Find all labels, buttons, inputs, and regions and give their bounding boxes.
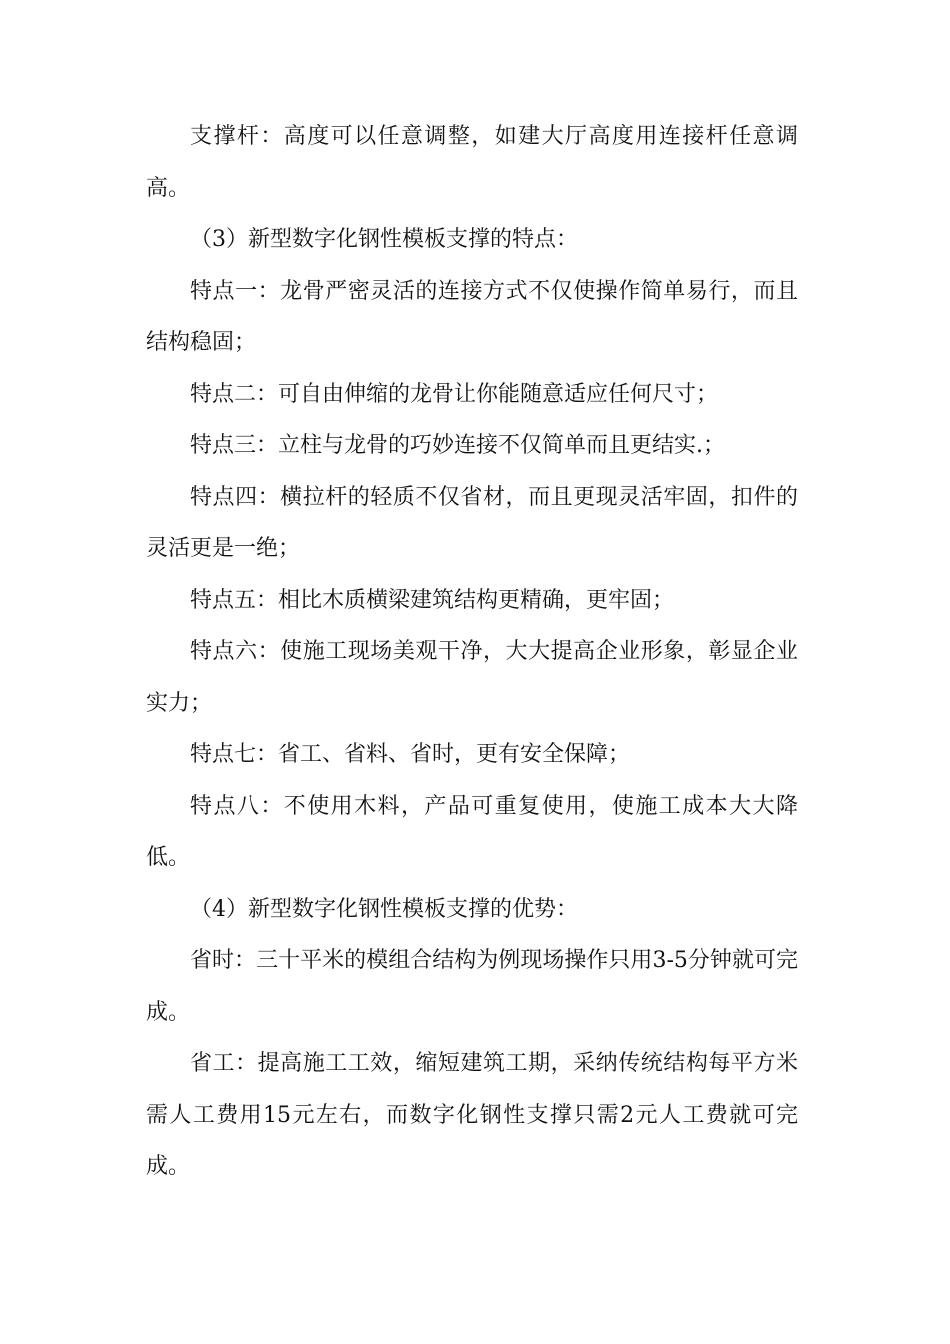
paragraph-support-rod: 支撑杆：高度可以任意调整，如建大厅高度用连接杆任意调高。 [146,124,798,201]
paragraph-saves-time: 省时：三十平米的模组合结构为例现场操作只用3-5分钟就可完成。 [146,948,798,1025]
section-heading-advantages: （4）新型数字化钢性模板支撑的优势： [190,896,578,922]
paragraph-feature-4: 特点四：横拉杆的轻质不仅省材，而且更现灵活牢固，扣件的灵活更是一绝； [146,484,798,561]
paragraph-feature-5: 特点五：相比木质横梁建筑结构更精确，更牢固； [190,587,675,613]
paragraph-feature-3: 特点三：立柱与龙骨的巧妙连接不仅简单而且更结实.； [190,433,725,458]
paragraph-feature-6: 特点六：使施工现场美观干净，大大提高企业形象，彰显企业实力； [146,639,798,716]
document-body [146,111,798,1193]
paragraph-feature-8: 特点八：不使用木料，产品可重复使用，使施工成本大大降低。 [146,793,798,870]
paragraph-saves-labor: 省工：提高施工工效，缩短建筑工期，采纳传统结构每平方米需人工费用15元左右，而数字化钢性支撑只需2元人工费就可完成。 [146,1051,798,1179]
paragraph-feature-1: 特点一：龙骨严密灵活的连接方式不仅使操作简单易行，而且结构稳固； [146,278,798,355]
section-heading-features: （3）新型数字化钢性模板支撑的特点： [190,227,578,252]
paragraph-feature-7: 特点七：省工、省料、省时，更有安全保障； [190,742,631,767]
paragraph-feature-2: 特点二：可自由伸缩的龙骨让你能随意适应任何尺寸； [190,381,719,407]
